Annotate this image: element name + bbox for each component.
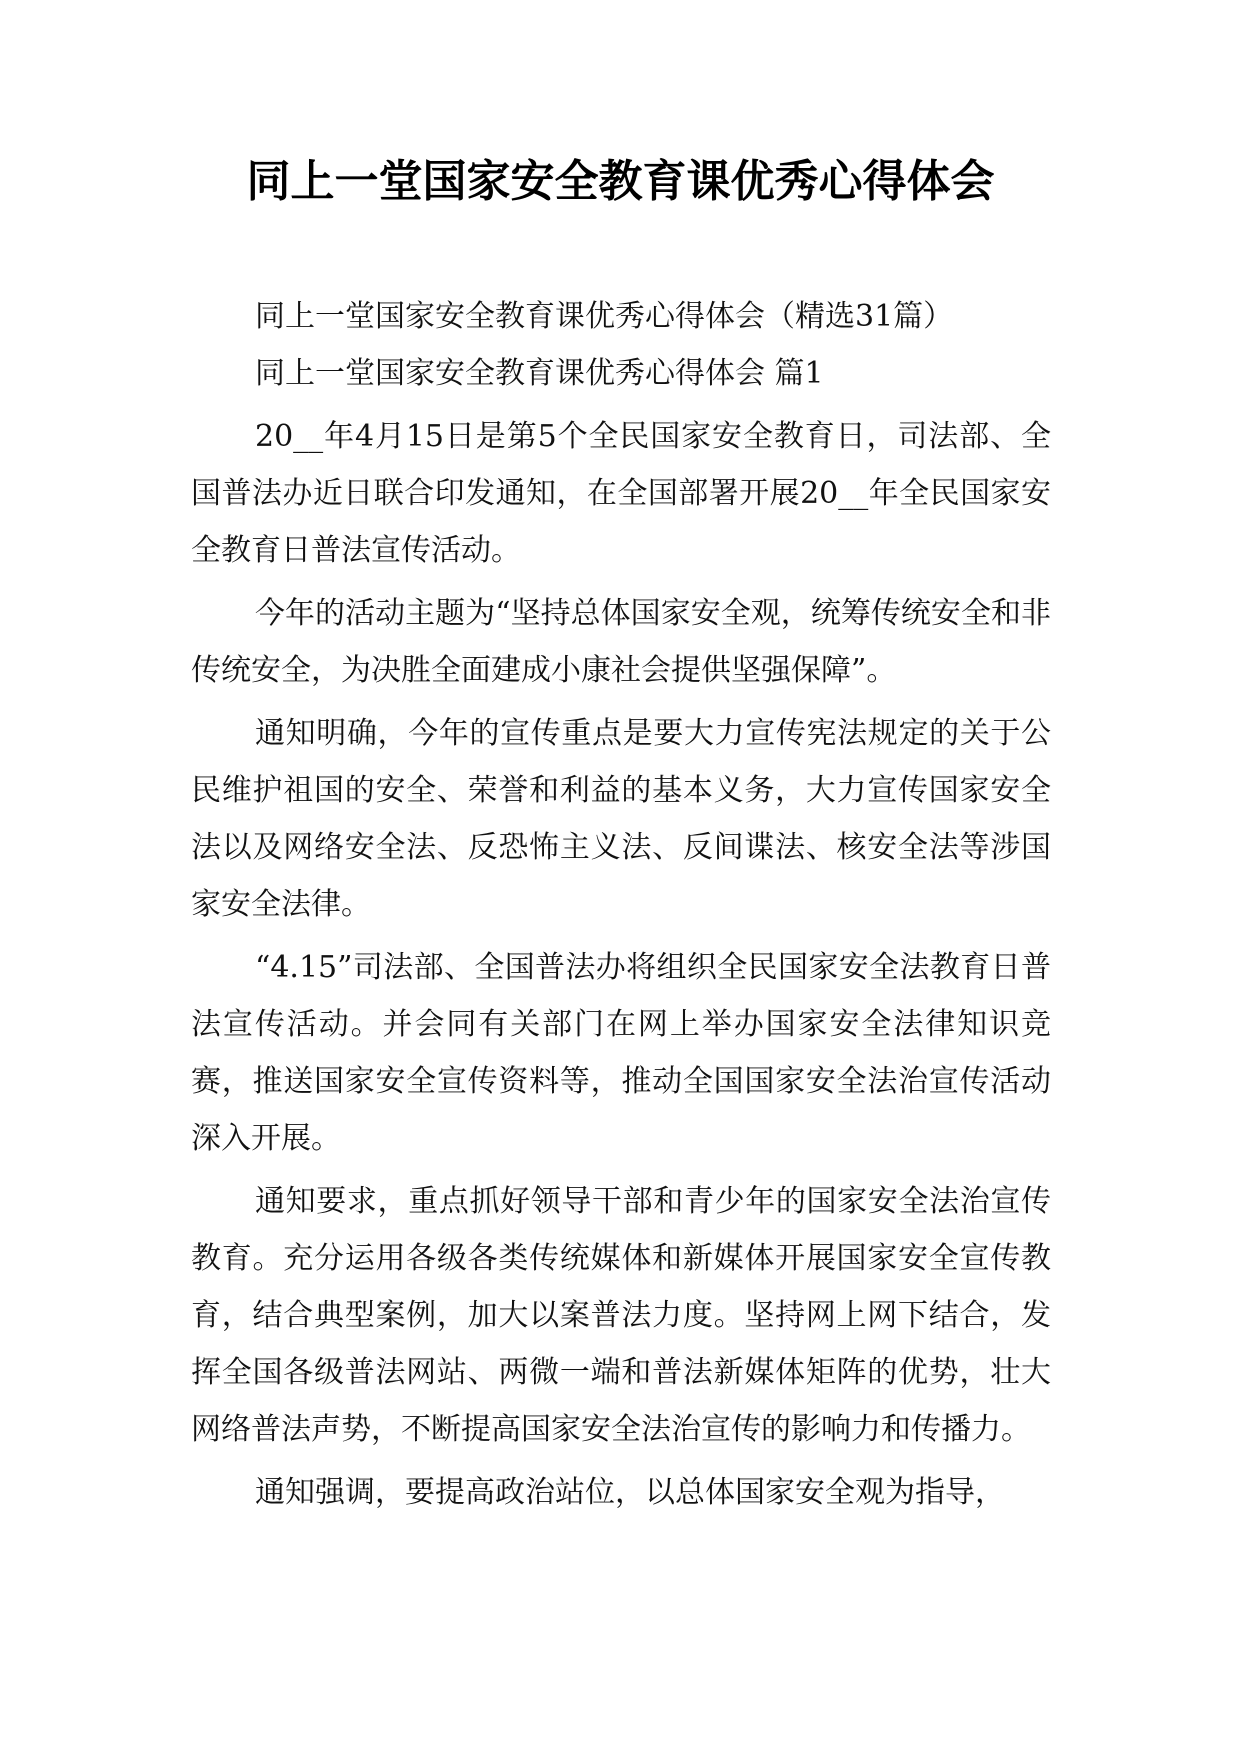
subtitle-paragraph: 同上一堂国家安全教育课优秀心得体会（精选31篇） bbox=[255, 299, 954, 334]
section-heading: 同上一堂国家安全教育课优秀心得体会 篇1 bbox=[255, 356, 824, 391]
body-paragraph: 通知要求，重点抓好领导干部和青少年的国家安全法治宣传教育。充分运用各级各类传统媒体和新媒体开展国家安全宣传教育，结合典型案例，加大以案普法力度。坚持网上网下结合，发挥全国各级普法网站、两微一端和普法新媒体矩阵的优势，壮大网络普法声势，不断提高国家安全法治宣传的影响力和传播力。 bbox=[191, 1184, 1051, 1447]
document-title: 同上一堂国家安全教育课优秀心得体会 bbox=[246, 156, 995, 207]
body-paragraph: “4.15”司法部、全国普法办将组织全民国家安全法教育日普法宣传活动。并会同有关部门在网上举办国家安全法律知识竞赛，推送国家安全宣传资料等，推动全国国家安全法治宣传活动深入开展。 bbox=[191, 950, 1051, 1156]
body-paragraph: 今年的活动主题为“坚持总体国家安全观，统筹传统安全和非传统安全，为决胜全面建成小康社会提供坚强保障”。 bbox=[191, 596, 1051, 688]
body-paragraph: 通知明确，今年的宣传重点是要大力宣传宪法规定的关于公民维护祖国的安全、荣誉和利益的基本义务，大力宣传国家安全法以及网络安全法、反恐怖主义法、反间谍法、核安全法等涉国家安全法律。 bbox=[191, 716, 1051, 922]
body-paragraph: 通知强调，要提高政治站位，以总体国家安全观为指导， bbox=[255, 1475, 1005, 1510]
body-paragraph: 20__年4月15日是第5个全民国家安全教育日，司法部、全国普法办近日联合印发通知，在全国部署开展20__年全民国家安全教育日普法宣传活动。 bbox=[191, 419, 1051, 568]
document-body bbox=[191, 288, 1051, 1521]
